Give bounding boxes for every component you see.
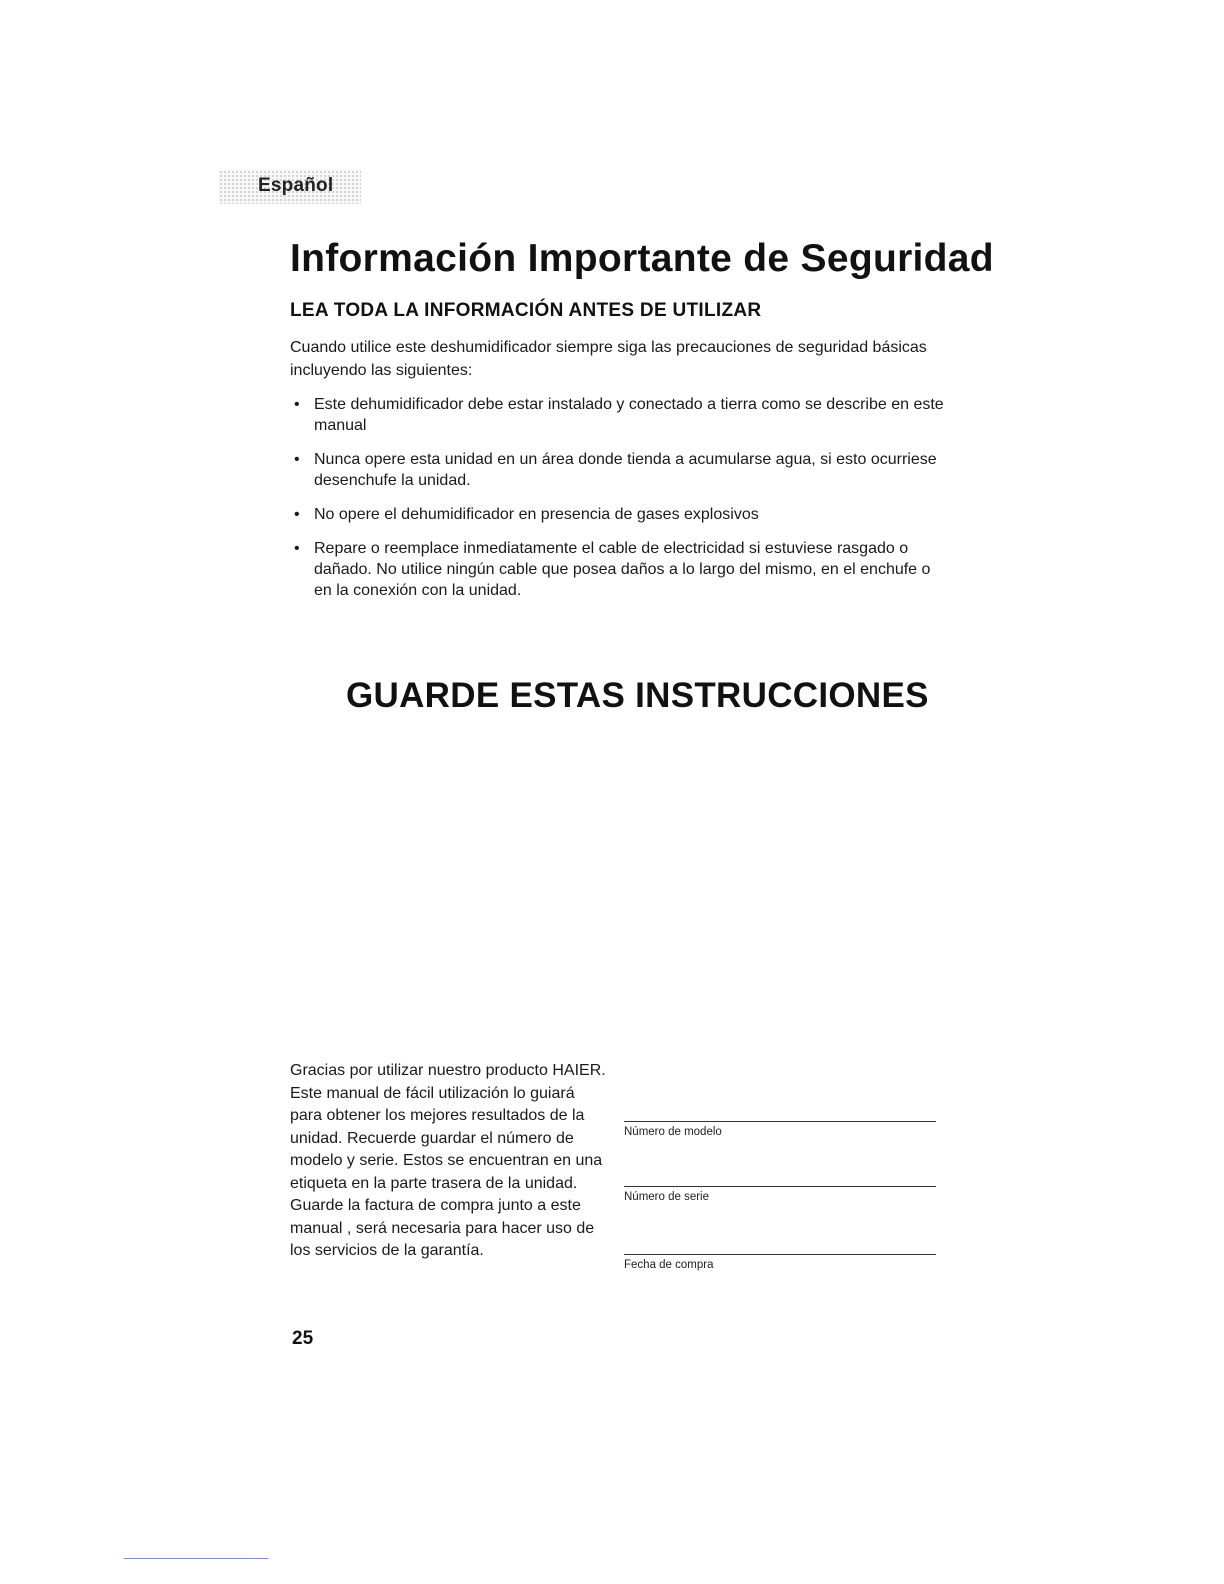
page-title: Información Importante de Seguridad — [290, 237, 994, 280]
bottom-divider — [124, 1558, 268, 1559]
safety-bullet-item — [290, 504, 950, 525]
intro-paragraph: Cuando utilice este deshumidificador siempre siga las precauciones de seguridad básicas incluyendo las siguientes: — [290, 339, 927, 379]
safety-bullet-list — [290, 394, 950, 614]
bullet-dot-icon: • — [294, 451, 300, 468]
model-number-field — [624, 1121, 936, 1138]
bullet-dot-icon: • — [294, 506, 300, 523]
safety-bullet-text: Este dehumidificador debe estar instalado y conectado a tierra como se describe en este manual — [314, 396, 944, 434]
serial-number-label: Número de serie — [624, 1191, 710, 1203]
thanks-paragraph: Gracias por utilizar nuestro producto HAIER. Este manual de fácil utilización lo guiará para obtener los mejores resultados de la unidad. Recuerde guardar el número de modelo y serie. Estos se encuentran en una etiqueta en la parte trasera de la unidad. Guarde la factura de compra junto a este manual , será necesaria para hacer uso de los servicios de la garantía. — [290, 1062, 606, 1259]
section-subheading: LEA TODA LA INFORMACIÓN ANTES DE UTILIZAR — [290, 300, 762, 321]
purchase-date-label: Fecha de compra — [624, 1259, 714, 1271]
safety-bullet-item — [290, 394, 950, 436]
bullet-dot-icon: • — [294, 540, 300, 557]
safety-bullet-item — [290, 538, 950, 601]
serial-number-line — [624, 1186, 936, 1187]
safety-bullet-text: No opere el dehumidificador en presencia de gases explosivos — [314, 506, 759, 523]
purchase-date-line — [624, 1254, 936, 1255]
safety-bullet-text: Nunca opere esta unidad en un área donde tienda a acumularse agua, si esto ocurriese desenchufe la unidad. — [314, 451, 937, 489]
serial-number-field — [624, 1186, 936, 1203]
language-tab-label: Español — [258, 175, 334, 196]
safety-bullet-item — [290, 449, 950, 491]
save-instructions-heading: GUARDE ESTAS INSTRUCCIONES — [346, 676, 929, 715]
purchase-date-field — [624, 1254, 936, 1271]
safety-bullet-text: Repare o reemplace inmediatamente el cable de electricidad si estuviese rasgado o dañado. No utilice ningún cable que posea daños a lo largo del mismo, en el enchufe o en la conexión con la unidad. — [314, 540, 931, 599]
page-number: 25 — [292, 1328, 314, 1349]
model-number-line — [624, 1121, 936, 1122]
bullet-dot-icon: • — [294, 396, 300, 413]
model-number-label: Número de modelo — [624, 1126, 722, 1138]
